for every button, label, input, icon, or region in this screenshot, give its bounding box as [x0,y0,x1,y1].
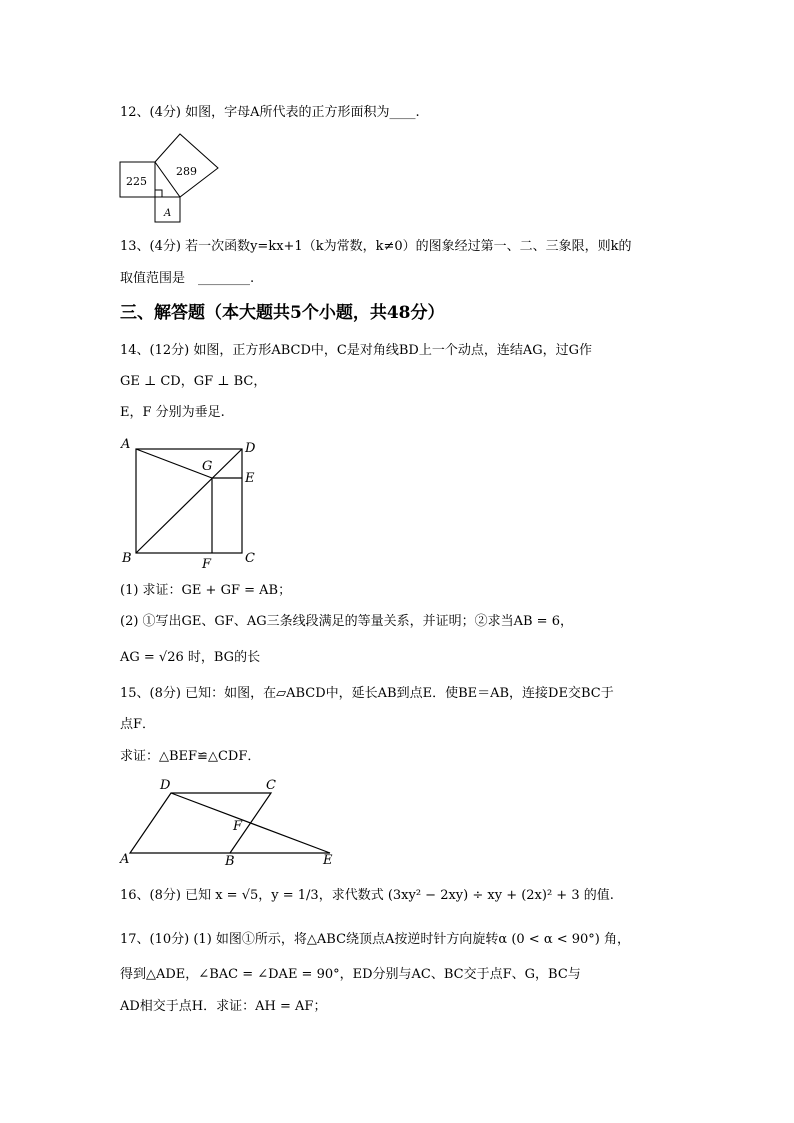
q15-label-e: E [323,853,333,868]
q13-line1: 13、(4分) 若一次函数y=kx+1（k为常数，k≠0）的图象经过第一、二、三象限，则k的 [120,239,632,254]
q13-line2: 取值范围是 ________. [120,271,255,286]
q17-line3: AD相交于点H．求证：AH = AF； [120,999,327,1014]
q14-line3: E，F 分别为垂足. [120,405,225,420]
q15-label-b: B [225,854,235,868]
q17-line2: 得到△ADE，∠BAC = ∠DAE = 90°，ED分别与AC、BC交于点F、G，BC与 [120,967,581,982]
q15-line1: 15、(8分) 已知：如图，在▱ABCD中，延长AB到点E．使BE＝AB，连接DE交BC于 [120,686,614,701]
q15-line2: 点F． [120,717,156,732]
section3-title: 三、解答题（本大题共5个小题，共48分） [120,303,445,323]
q15-label-d: D [160,778,171,793]
q14-part2-line1: (2) ①写出GE、GF、AG三条线段满足的等量关系，并证明；②求当AB = 6， [120,614,573,629]
q14-segment-ag [136,449,212,478]
q14-diagonal-bd [136,449,242,553]
q12-label-225: 225 [126,175,147,188]
q15-label-f: F [233,819,243,834]
q15-line3: 求证：△BEF≌△CDF． [120,749,261,764]
q12-right-angle-mark [155,190,162,197]
q14-line1: 14、(12分) 如图，正方形ABCD中，C是对角线BD上一个动点，连结AG，过G作 [120,343,592,358]
q14-line2: GE ⊥ CD，GF ⊥ BC， [120,374,267,389]
q14-label-g: G [202,459,213,474]
q15-label-a: A [120,852,130,867]
q15-label-c: C [266,778,276,793]
q14-label-d: D [245,441,256,456]
q14-label-a: A [121,437,131,452]
q14-label-e: E [245,471,255,486]
q12-label-a: A [164,208,172,219]
q16-text: 16、(8分) 已知 x = √5，y = 1/3，求代数式 (3xy² − 2xy) ÷ xy + (2x)² + 3 的值. [120,888,614,903]
q12-label-289: 289 [176,165,197,178]
q17-line1: 17、(10分) (1) 如图①所示，将△ABC绕顶点A按逆时针方向旋转α (0 < α < 90°) 角， [120,932,631,947]
q14-part1: (1) 求证：GE + GF = AB； [120,583,292,598]
q15-segment-de [171,793,330,853]
q14-label-b: B [122,551,132,566]
q14-label-c: C [245,551,255,566]
q14-label-f: F [202,557,212,570]
q12-text: 12、(4分) 如图，字母A所代表的正方形面积为____. [120,105,420,120]
q14-figure [118,434,266,570]
q14-part2-line2: AG = √26 时，BG的长 [120,650,261,665]
q12-figure [118,132,224,224]
q15-figure [118,776,340,868]
